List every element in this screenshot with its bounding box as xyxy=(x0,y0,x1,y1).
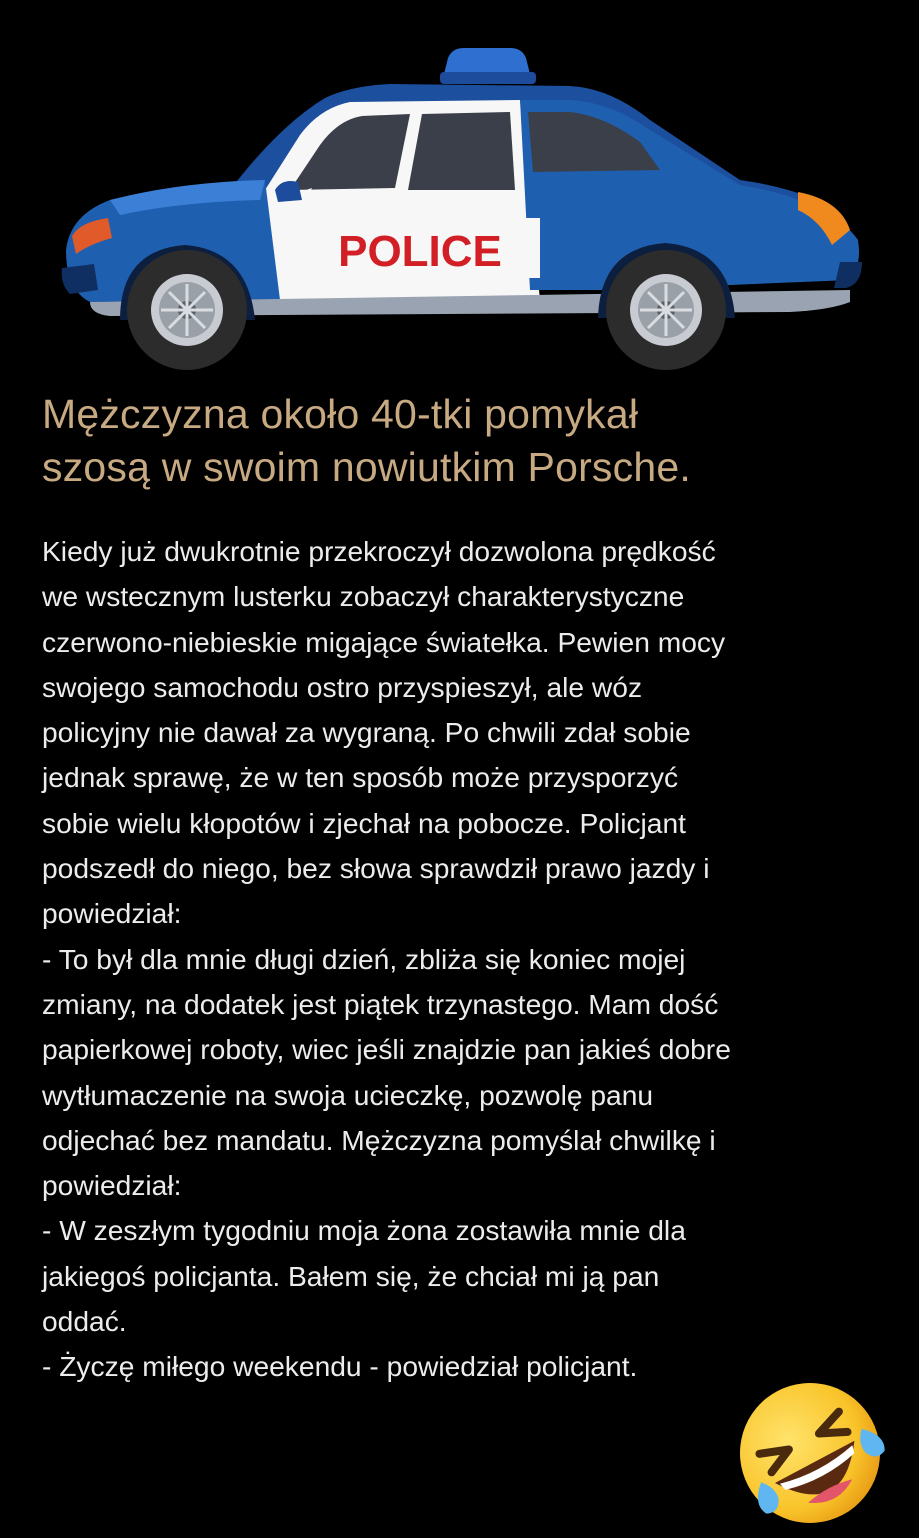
story-line: jednak sprawę, że w ten sposób może przysporzyć xyxy=(42,761,679,794)
story-line: jakiegoś policjanta. Bałem się, że chciał mi ją pan xyxy=(42,1259,660,1292)
story-line: swojego samochodu ostro przyspieszył, ale wóz xyxy=(42,670,643,703)
story-line: sobie wielu kłopotów i zjechał na pobocze. Policjant xyxy=(42,806,686,839)
story-line: podszedł do niego, bez słowa sprawdził prawo jazdy i xyxy=(42,852,710,885)
story-line: czerwono-niebieskie migające światełka. Pewien mocy xyxy=(42,625,726,658)
story-line: - W zeszłym tygodniu moja żona zostawiła mnie dla xyxy=(42,1214,686,1247)
headline-line-2: szosą w swoim nowiutkim Porsche. xyxy=(42,444,691,490)
story-line: Kiedy już dwukrotnie przekroczył dozwolona prędkość xyxy=(42,535,716,567)
story-line: oddać. xyxy=(42,1305,127,1338)
story-text xyxy=(42,529,892,1390)
front-wheel xyxy=(127,250,247,370)
story-line: we wstecznym lusterku zobaczył charakterystyczne xyxy=(42,580,685,613)
story-line: wytłumaczenie na swoja ucieczkę, pozwolę panu xyxy=(42,1078,654,1111)
police-door-text: POLICE xyxy=(338,227,502,276)
story-line: powiedział: xyxy=(42,897,182,930)
story-line: - Życzę miłego weekendu - powiedział policjant. xyxy=(42,1350,638,1383)
headline-line-1: Mężczyzna około 40-tki pomykał xyxy=(42,391,639,437)
police-car-illustration xyxy=(50,40,870,370)
story-line: zmiany, na dodatek jest piątek trzynastego. Mam dość xyxy=(42,987,719,1020)
rolling-on-floor-laughing-icon xyxy=(725,1368,895,1538)
story-line: policyjny nie dawał za wygraną. Po chwili zdał sobie xyxy=(42,716,691,749)
headline xyxy=(42,388,902,494)
police-car-icon xyxy=(50,40,870,370)
story-line: odjechać bez mandatu. Mężczyzna pomyślał chwilkę i xyxy=(42,1123,716,1156)
story-line: powiedział: xyxy=(42,1169,182,1202)
story-line: - To był dla mnie długi dzień, zbliża się koniec mojej xyxy=(42,942,686,975)
rear-wheel xyxy=(606,250,726,370)
story-line: papierkowej roboty, wiec jeśli znajdzie pan jakieś dobre xyxy=(42,1033,731,1066)
